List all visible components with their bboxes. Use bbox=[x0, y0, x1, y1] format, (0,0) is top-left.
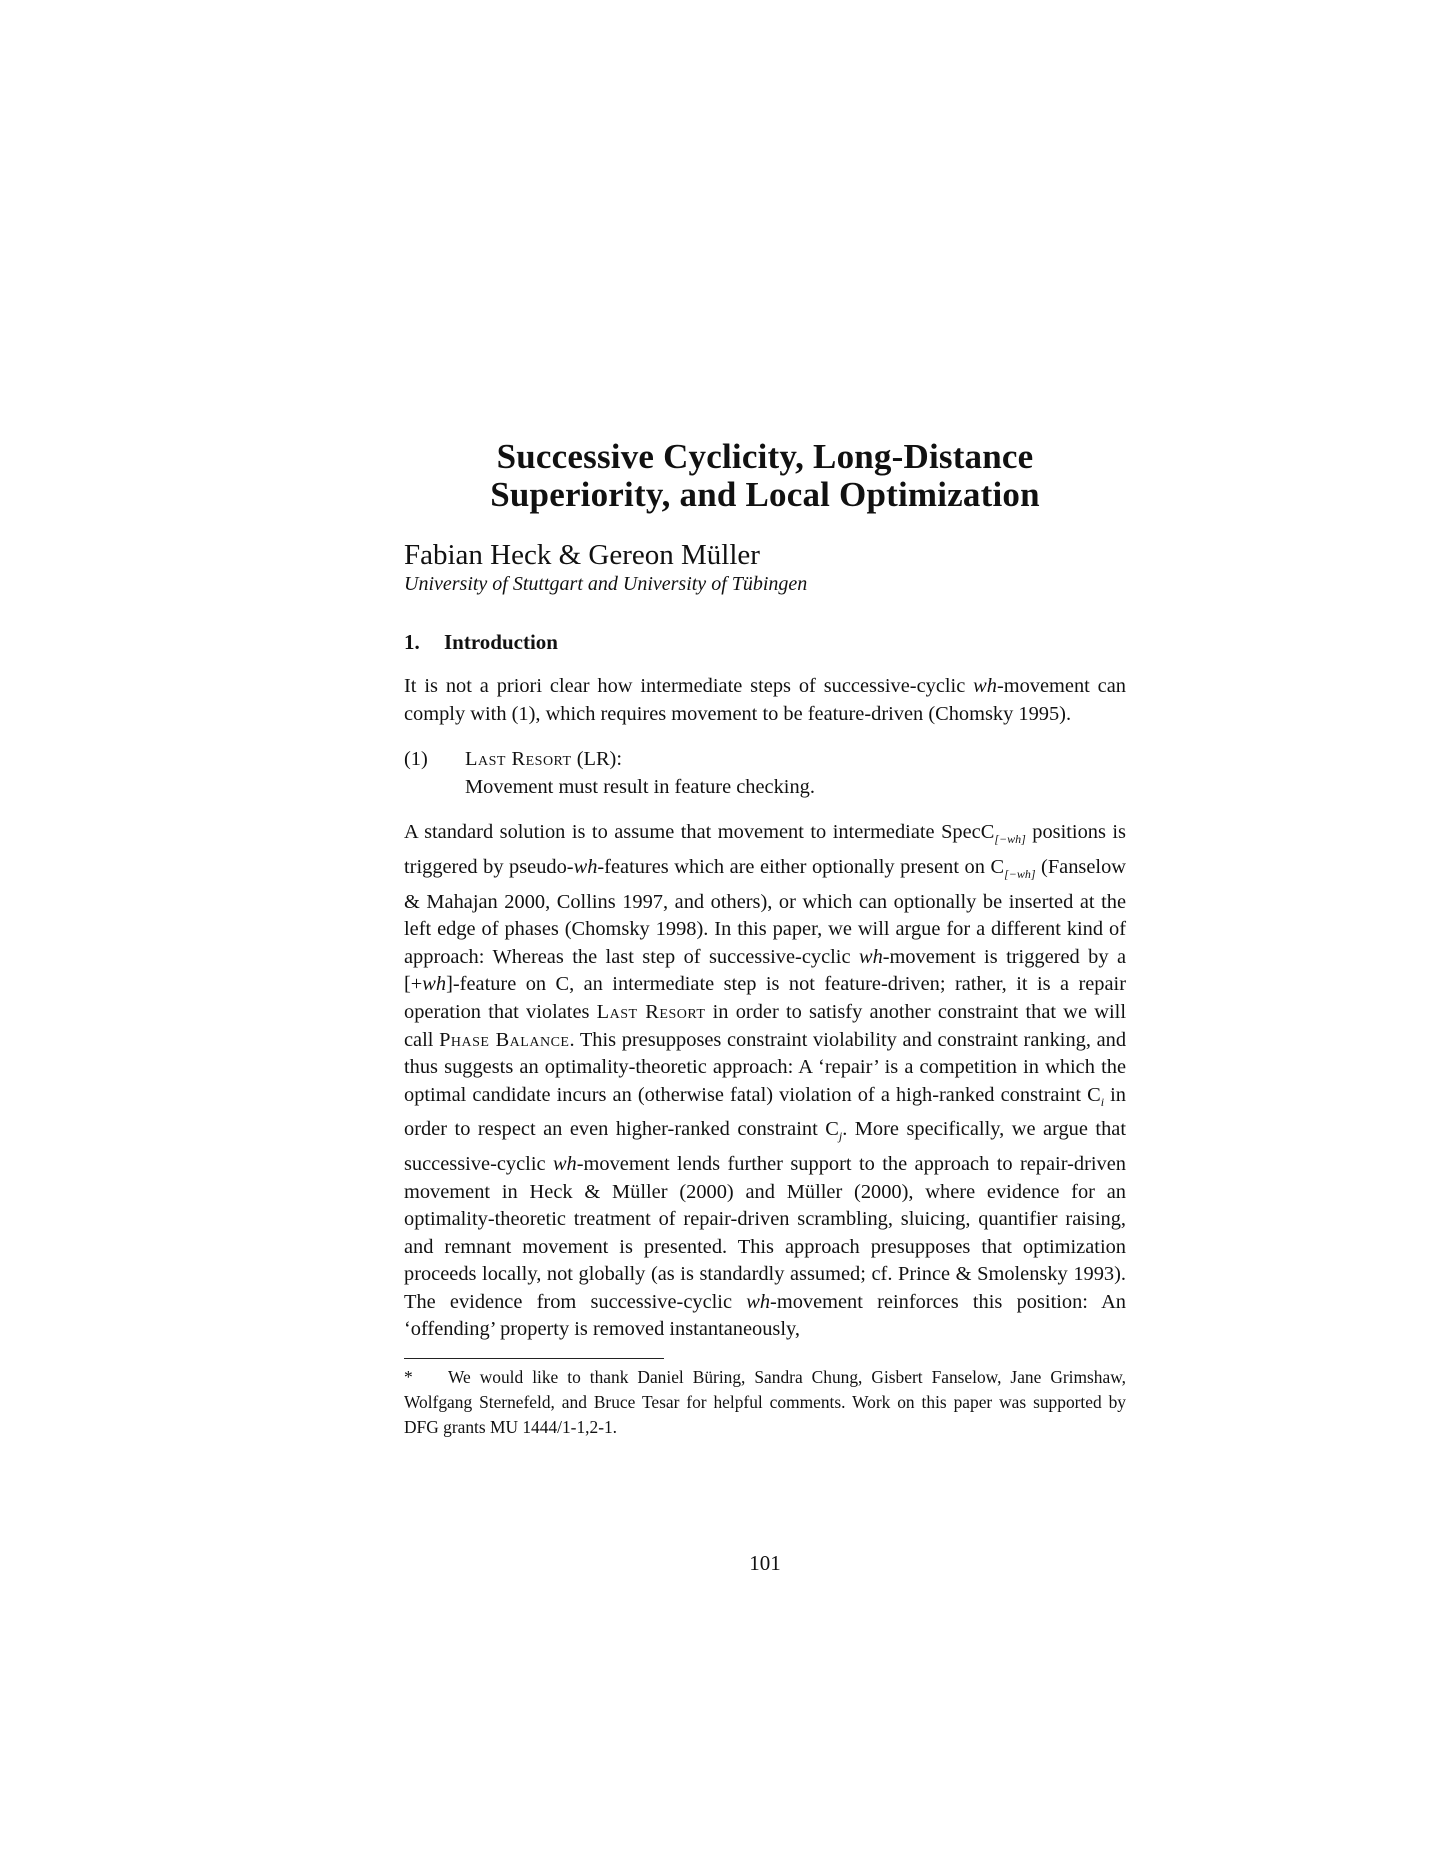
authors: Fabian Heck & Gereon Müller bbox=[404, 539, 760, 571]
footnote-text: We would like to thank Daniel Büring, Sandra Chung, Gisbert Fanselow, Jane Grimshaw, Wolfgang Sternefeld, and Bruce Tesar for helpful comments. Work on this paper was supported by DFG grants MU 1444/1-1,2-1. bbox=[404, 1367, 1126, 1438]
example-text: Movement must result in feature checking. bbox=[465, 775, 815, 798]
section-number: 1. bbox=[404, 630, 420, 654]
title-line-1: Successive Cyclicity, Long-Distance bbox=[496, 437, 1034, 476]
title-line-2: Superiority, and Local Optimization bbox=[490, 475, 1040, 514]
example-1 bbox=[404, 746, 1126, 801]
intro-paragraph: It is not a priori clear how intermediate steps of successive-cyclic wh-movement can comply with (1), which requires movement to be feature-driven (Chomsky 1995). bbox=[404, 675, 1126, 725]
footnote-divider bbox=[404, 1358, 664, 1359]
main-paragraph: A standard solution is to assume that movement to intermediate SpecC$_{[-wh]}$ positions is triggered by pseudo-wh-features which are either optionally present on $C_{[-wh]}$ (Fanselow & Mahajan 2000, Collins 1997, and others), or which can optionally be inserted at the left edge of phases (Chomsky 1998). In this paper, we will argue for a different kind of approach: Whereas the last step of successive-cyclic wh-movement is triggered by a [+wh]-feature on C, an intermediate step is not feature-driven; rather, it is a repair operation that violates Last Resort in order to satisfy another constraint that we will call Phase Balance. This presupposes constraint violability and constraint ranking, and thus suggests an optimality-theoretic approach: A ‘repair’ is a competition in which the optimal candidate incurs an (otherwise fatal) violation of a high-ranked constraint $C_i$ in order to respect an even higher-ranked constraint $C_j$. More specifically, we argue that successive-cyclic wh-movement lends further support to the approach to repair-driven movement in Heck & Müller (2000) and Müller (2000), where evidence for an optimality-theoretic treatment of repair-driven scrambling, sluicing, quantifier raising, and remnant movement is presented. This approach presupposes that optimization proceeds locally, not globally (as is standardly assumed; cf. Prince & Smolensky 1993). The evidence from successive-cyclic wh-movement reinforces this position: An ‘offending’ property is removed instantaneously, bbox=[404, 821, 1127, 1341]
example-number: (1) bbox=[404, 748, 428, 771]
footnote-mark: * bbox=[404, 1367, 413, 1388]
section-heading bbox=[404, 629, 1126, 655]
paper-page bbox=[404, 437, 1127, 1575]
section-title: Introduction bbox=[444, 630, 558, 654]
example-label: Last Resort (LR): bbox=[465, 748, 623, 771]
page-number: 101 bbox=[749, 1551, 781, 1575]
affiliation: University of Stuttgart and University of Tübingen bbox=[404, 573, 808, 595]
paper-title bbox=[404, 438, 1126, 514]
footnote bbox=[404, 1365, 1126, 1440]
